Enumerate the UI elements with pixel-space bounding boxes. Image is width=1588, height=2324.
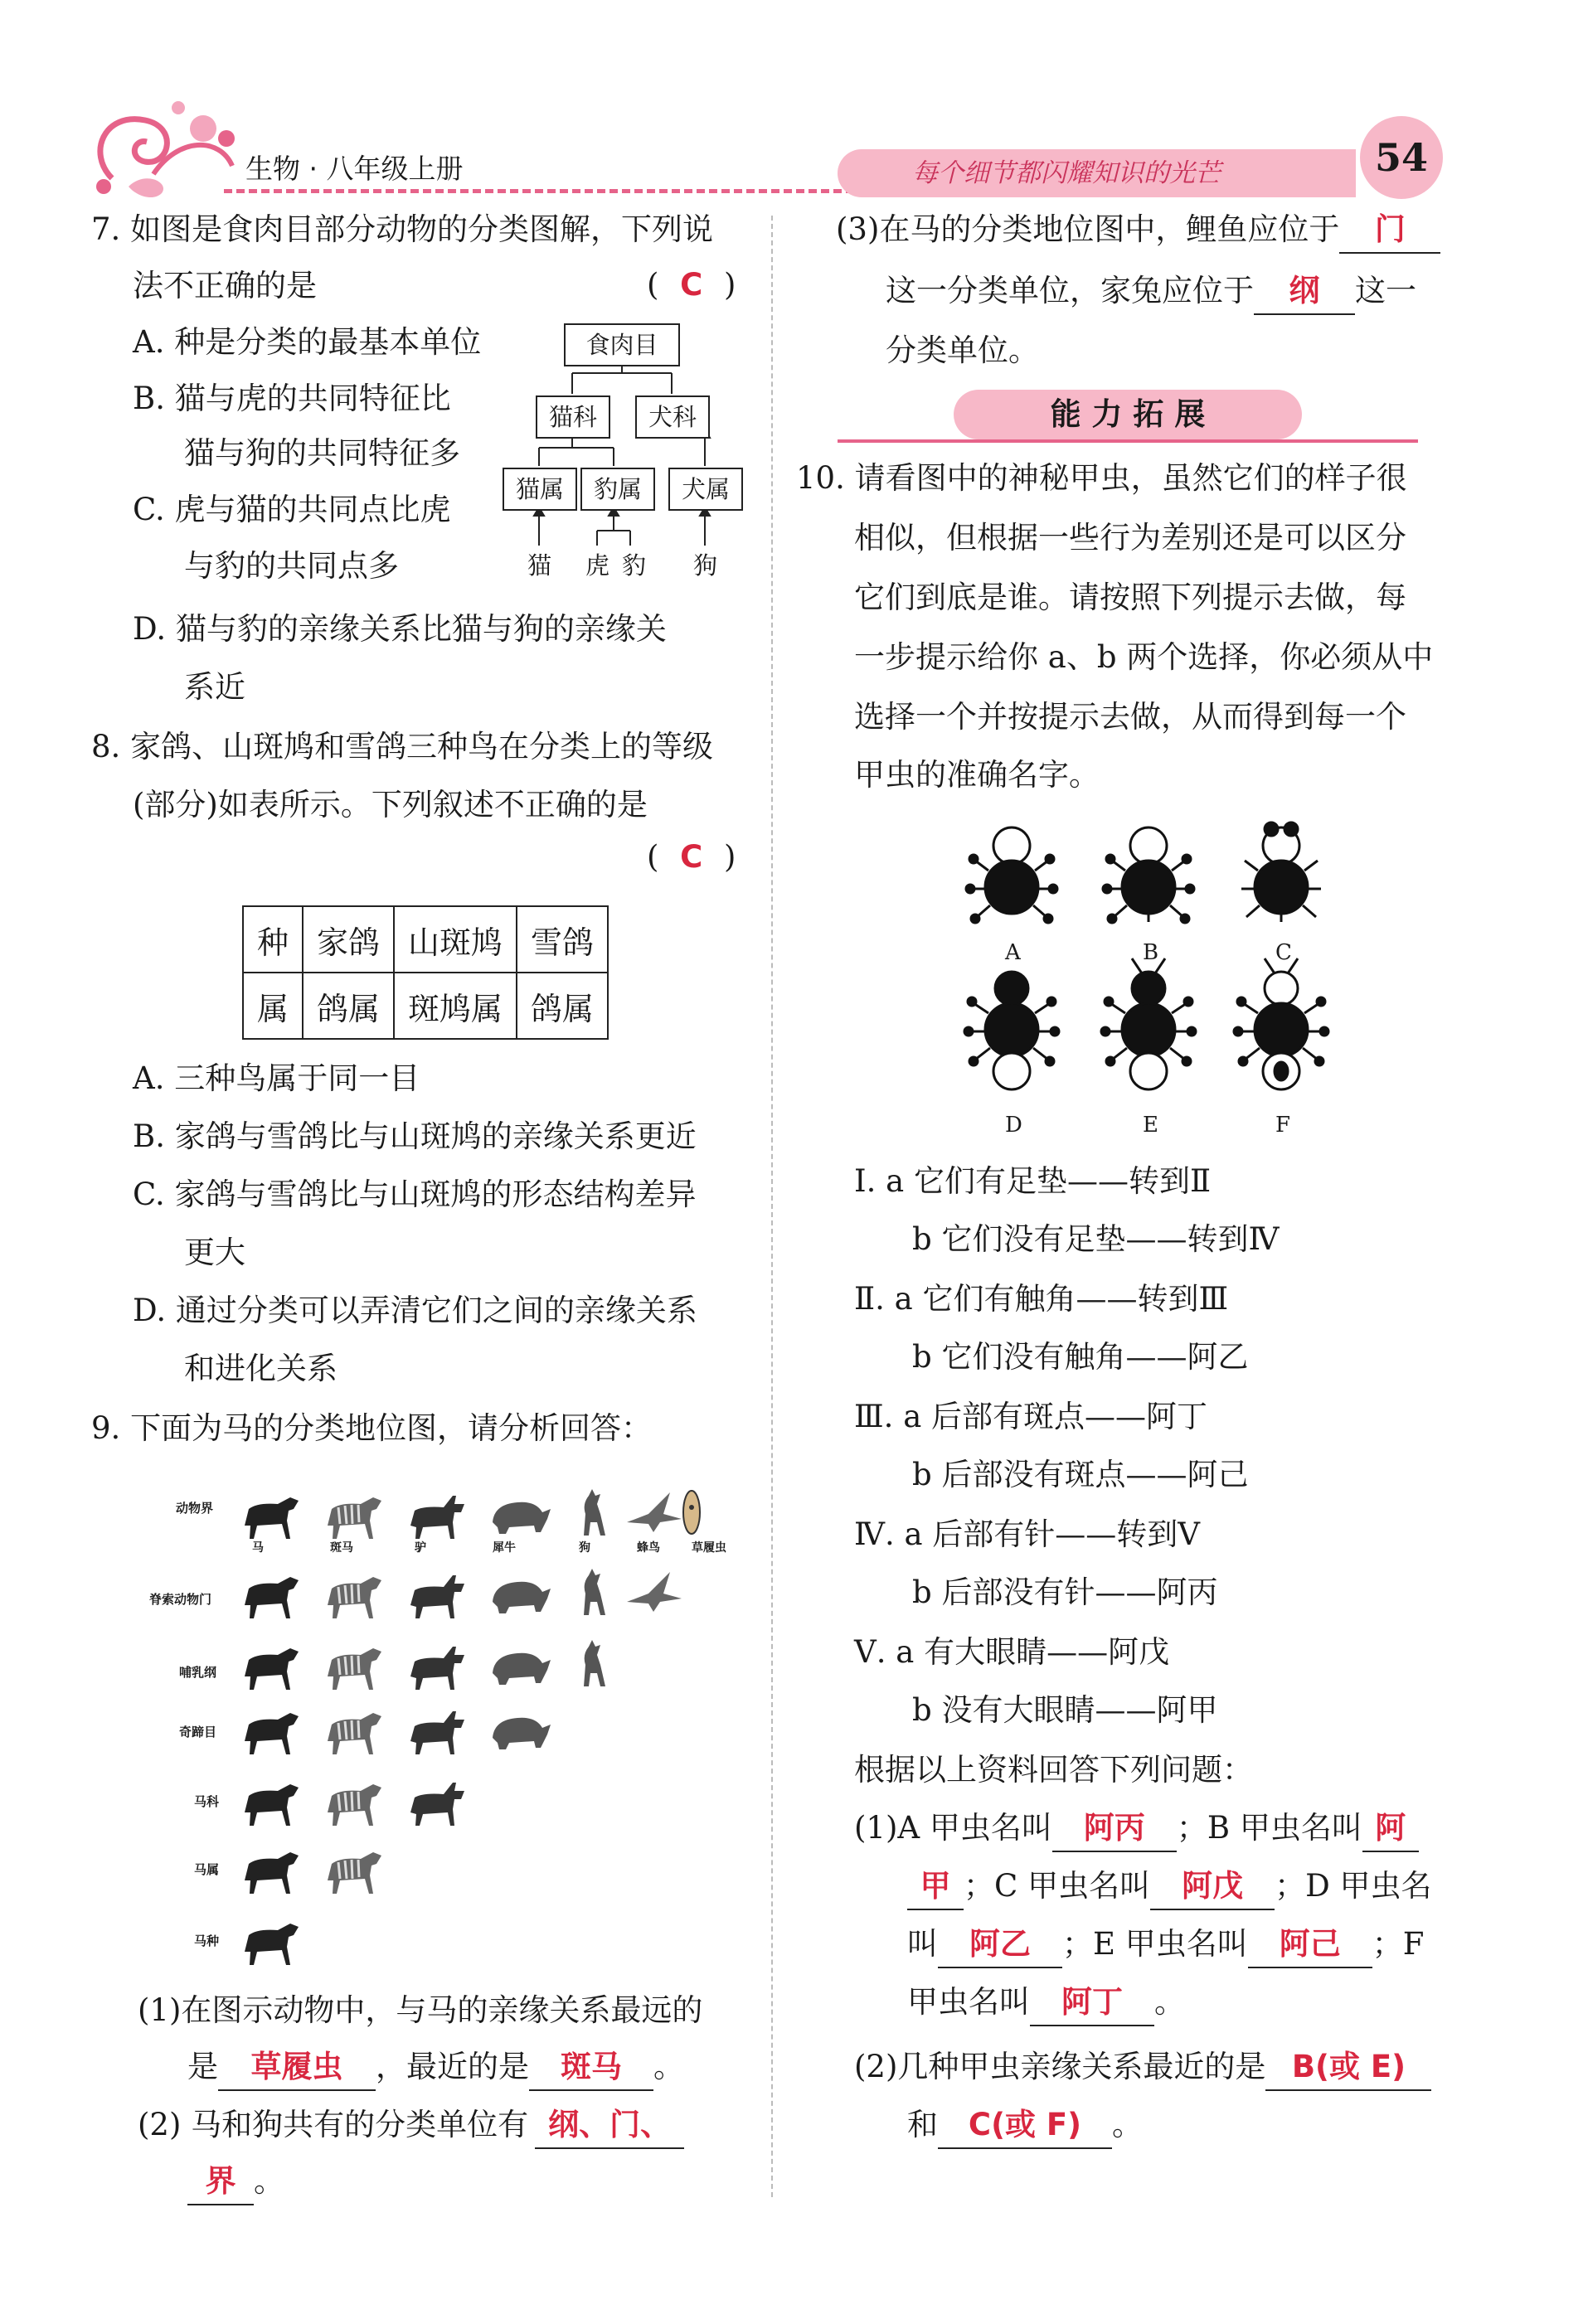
q10-stem-line5: 选择一个并按提示去做，从而得到每一个: [854, 699, 1406, 735]
animal-silhouettes: [216, 1459, 746, 1990]
tree-node-order: 食肉目: [564, 323, 680, 366]
tree-node-genus-dog: 犬属: [668, 468, 743, 511]
key-2b: b 它们没有触角——阿乙: [912, 1339, 1249, 1375]
q10-s2-answer-2: C(或 F): [938, 2103, 1112, 2149]
tree-species-cat: 猫: [527, 551, 552, 580]
beetle-label-b: B: [1143, 940, 1159, 965]
q7-stem-line1: 7. 如图是食肉目部分动物的分类图解，下列说: [91, 211, 714, 247]
q8-classification-table: [242, 905, 609, 1040]
table-cell: 斑鸠属: [394, 973, 517, 1039]
q8-stem-line2: (部分)如表所示。下列叙述不正确的是: [133, 787, 648, 822]
row-label-order: 奇蹄目: [179, 1725, 217, 1739]
table-cell: 属: [243, 973, 303, 1039]
q10-s1-line3: [907, 1915, 1424, 1973]
q9-sub3-line2: [886, 262, 1416, 320]
q10-s1-line2: [907, 1857, 1432, 1915]
q10-answer-d: 阿乙: [938, 1922, 1062, 1968]
table-cell: 鸽属: [303, 973, 394, 1039]
q9-sub1-line1: (1)在图示动物中，与马的亲缘关系最远的: [138, 1992, 703, 2028]
q10-stem-line3: 它们到底是谁。请按照下列提示去做，每: [854, 580, 1406, 615]
key-5a: Ⅴ. a 有大眼睛——阿戊: [854, 1634, 1170, 1670]
table-cell: 雪鸽: [517, 906, 608, 973]
q10-answer-b-part2: 甲: [907, 1864, 964, 1910]
q9-sub1-text-a: 是: [187, 2049, 218, 2084]
q7-option-d-cont: 系近: [184, 669, 245, 705]
tree-node-genus-leopard: 豹属: [580, 468, 655, 511]
key-3b: b 后部没有斑点——阿己: [912, 1457, 1249, 1492]
q9-sub3-text-a: (3)在马的分类地位图中，鲤鱼应位于: [836, 211, 1340, 247]
key-5b: b 没有大眼睛——阿甲: [912, 1692, 1218, 1728]
q7-option-b: B. 猫与虎的共同特征比: [133, 381, 451, 416]
q8-option-c: C. 家鸽与雪鸽比与山斑鸠的形态结构差异: [133, 1177, 697, 1212]
q10-s2-text: 。: [1112, 2107, 1143, 2142]
table-cell: 种: [243, 906, 303, 973]
row-label-phylum: 脊索动物门: [149, 1592, 212, 1607]
animal-label-horse: 马: [252, 1541, 264, 1555]
row-label-class: 哺乳纲: [179, 1665, 217, 1680]
key-3a: Ⅲ. a 后部有斑点——阿丁: [854, 1399, 1208, 1434]
q10-s1-line4: [907, 1973, 1185, 2031]
q8-option-d-cont: 和进化关系: [184, 1351, 338, 1386]
beetle-label-d: D: [1005, 1113, 1022, 1138]
q9-sub2-line2: [187, 2152, 284, 2210]
q7-answer-bracket: ( C ): [647, 267, 736, 303]
q9-sub1-text-c: 。: [653, 2049, 684, 2084]
q9-sub2-answer-b: 界: [187, 2159, 254, 2205]
beetle-label-c: C: [1275, 940, 1292, 965]
row-label-genus: 马属: [194, 1862, 220, 1877]
header-divider: [224, 189, 854, 193]
tree-species-tiger: 虎: [585, 551, 610, 580]
q8-answer-bracket: ( C ): [647, 839, 736, 875]
q10-answer-b-part1: 阿: [1362, 1806, 1419, 1852]
q9-sub2-end: 。: [254, 2163, 284, 2199]
q7-stem-line2: 法不正确的是: [133, 268, 317, 303]
row-label-kingdom: 动物界: [176, 1501, 214, 1516]
table-cell: 鸽属: [517, 973, 608, 1039]
q7-option-c: C. 虎与猫的共同点比虎: [133, 492, 451, 527]
animal-label-hummingbird: 蜂鸟: [637, 1541, 660, 1555]
page-number: 54: [1360, 116, 1443, 199]
q9-sub3-line3: 分类单位。: [886, 332, 1039, 368]
q9-sub1-text-b: ，最近的是: [376, 2049, 529, 2084]
q10-prompt: 根据以上资料回答下列问题：: [854, 1752, 1253, 1788]
key-1b: b 它们没有足垫——转到Ⅳ: [912, 1221, 1280, 1257]
q10-s1-text: 甲虫名叫: [907, 1984, 1030, 2020]
q9-sub3-answer-rabbit: 纲: [1254, 269, 1355, 315]
beetle-label-a: A: [1005, 940, 1021, 965]
q7-answer: C: [680, 267, 703, 303]
floral-ornament-icon: [79, 87, 245, 199]
q10-s1-text: ；C 甲虫名叫: [964, 1868, 1151, 1904]
animal-label-donkey: 驴: [415, 1541, 426, 1555]
section-title: 能 力 拓 展: [954, 390, 1302, 439]
q10-s2-line1: [854, 2038, 1431, 2096]
q10-s2-line2: [907, 2096, 1143, 2154]
tree-node-family-dog: 犬科: [635, 395, 710, 439]
q9-sub2-line1: [138, 2096, 684, 2154]
q10-s1-text: ；B 甲虫名叫: [1176, 1810, 1362, 1846]
tree-node-family-cat: 猫科: [536, 395, 610, 439]
q10-stem-line2: 相似，但根据一些行为差别还是可以区分: [854, 520, 1406, 556]
tree-species-leopard: 豹: [622, 551, 647, 580]
subject-label: 生物 · 八年级上册: [245, 153, 464, 185]
animal-label-zebra: 斑马: [330, 1541, 353, 1555]
q9-sub3-answer-carp: 门: [1339, 207, 1440, 254]
q9-sub1-answer-farthest: 草履虫: [218, 2045, 376, 2091]
q10-s1-text: ；F: [1372, 1926, 1425, 1962]
column-divider: [771, 216, 773, 2197]
animal-label-paramecium: 草履虫: [692, 1541, 726, 1555]
row-label-species: 马种: [194, 1933, 220, 1948]
q8-stem-line1: 8. 家鸽、山斑鸠和雪鸽三种鸟在分类上的等级: [91, 729, 714, 764]
q7-option-a: A. 种是分类的最基本单位: [133, 324, 482, 360]
q10-s1-text: 叫: [907, 1926, 938, 1962]
slogan-text: 每个细节都闪耀知识的光芒: [912, 158, 1221, 188]
q8-option-b: B. 家鸽与雪鸽比与山斑鸠的亲缘关系更近: [133, 1118, 697, 1154]
q9-sub3-text-b: 这一分类单位，家兔应位于: [886, 273, 1254, 308]
q9-sub3-text-c: 这一: [1355, 273, 1416, 308]
q10-answer-e: 阿己: [1248, 1922, 1372, 1968]
q10-stem-line1: 10. 请看图中的神秘甲虫，虽然它们的样子很: [796, 460, 1407, 496]
q9-sub2-answer-a: 纲、门、: [535, 2103, 684, 2149]
q10-stem-line6: 甲虫的准确名字。: [854, 757, 1100, 793]
beetle-label-e: E: [1143, 1113, 1158, 1138]
q10-s1-line1: [854, 1799, 1419, 1857]
beetle-label-f: F: [1275, 1113, 1291, 1138]
animal-label-rhino: 犀牛: [493, 1541, 516, 1555]
q7-option-b-cont: 猫与狗的共同特征多: [184, 435, 460, 471]
key-4b: b 后部没有针——阿丙: [912, 1574, 1218, 1610]
key-4a: Ⅳ. a 后部有针——转到Ⅴ: [854, 1516, 1201, 1552]
q10-s1-text: ；D 甲虫名: [1275, 1868, 1432, 1904]
table-row: [243, 906, 608, 973]
q9-sub1-answer-closest: 斑马: [529, 2045, 653, 2091]
q8-option-d: D. 通过分类可以弄清它们之间的亲缘关系: [133, 1293, 697, 1328]
row-label-family: 马科: [194, 1794, 220, 1809]
q10-s2-text: (2)几种甲虫亲缘关系最近的是: [854, 2049, 1266, 2084]
q10-stem-line4: 一步提示给你 a、b 两个选择，你必须从中: [854, 639, 1434, 675]
q7-option-d: D. 猫与豹的亲缘关系比猫与狗的亲缘关: [133, 611, 667, 647]
q9-sub3-line1: [836, 201, 1440, 259]
key-1a: Ⅰ. a 它们有足垫——转到Ⅱ: [854, 1163, 1212, 1199]
q8-answer: C: [680, 839, 703, 875]
q8-option-c-cont: 更大: [184, 1235, 245, 1270]
key-2a: Ⅱ. a 它们有触角——转到Ⅲ: [854, 1281, 1229, 1317]
q10-s1-text: (1)A 甲虫名叫: [854, 1810, 1052, 1846]
tree-species-dog: 狗: [693, 551, 718, 580]
animal-label-dog: 狗: [579, 1541, 590, 1555]
q10-answer-c: 阿戊: [1150, 1864, 1275, 1910]
q9-sub1-line2: [187, 2038, 684, 2096]
q7-option-c-cont: 与豹的共同点多: [184, 548, 399, 584]
q9-stem: 9. 下面为马的分类地位图，请分析回答：: [91, 1410, 653, 1446]
slogan-banner: [838, 149, 1356, 197]
q10-answer-f: 阿丁: [1030, 1980, 1154, 2026]
q8-option-a: A. 三种鸟属于同一目: [133, 1060, 420, 1096]
table-cell: 山斑鸠: [394, 906, 517, 973]
table-cell: 家鸽: [303, 906, 394, 973]
q9-sub2-text: (2) 马和狗共有的分类单位有: [138, 2107, 529, 2142]
tree-node-genus-cat: 猫属: [503, 468, 577, 511]
q10-s1-text: ；E 甲虫名叫: [1062, 1926, 1248, 1962]
q10-s1-text: 。: [1154, 1984, 1185, 2020]
q10-answer-a: 阿丙: [1052, 1806, 1177, 1852]
q10-s2-answer-1: B(或 E): [1265, 2045, 1431, 2091]
table-row: [243, 973, 608, 1039]
q10-s2-text: 和: [907, 2107, 938, 2142]
